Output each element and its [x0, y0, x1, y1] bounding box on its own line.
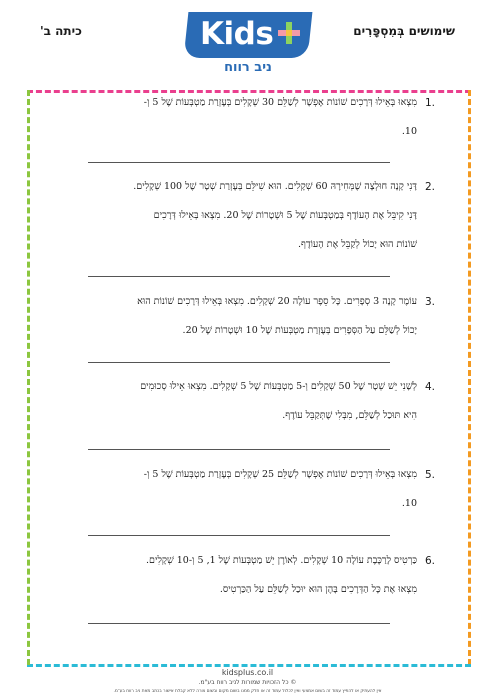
answer-line [88, 449, 390, 450]
answer-line [88, 276, 390, 277]
question-text-line: לְשָׁנִי יֵשׁ שְׁטָר שֶׁל 50 שְׁקָלִים וְ-5 מַטְבְּעוֹת שֶׁל 5 שְׁקָלִים. מִצְאוּ אֵילוּ סְכוּמִים [140, 381, 417, 392]
question-text-line: דָּנִי קִיבֵּל אֶת הָעוֹדֶף בְּמַטְבְּעוֹת שֶׁל 5 וּשְׁטָרוֹת שֶׁל 20. מִצְאוּ בְּאֵילוּ דְּרָכִים [153, 210, 417, 221]
question-number: 5. [424, 469, 435, 481]
question-text-line: 10. [401, 498, 417, 509]
footer-legal-notice: אין להעתיק או להפיץ עמוד זה בשום אמצעי ואין לכלול עמוד זה או חלק ממנו בשום מקום ובשום צורה ללא קבלת אישור בכתב מאת ניב רווח בע"מ. [113, 689, 382, 694]
question-text-line: מִצְאוּ בְּאֵילוּ דְּרָכִים שׁוֹנוֹת אֶפְשָׁר לְשַׁלֵּם 30 שְׁקָלִים בְּעֶזְרַת מַטְבְּעוֹת שֶׁל 5 וְ- [143, 97, 417, 108]
question-text-line: מִצְאוּ אֶת כָּל הַדְּרָכִים בָּהֶן הוּא יוּכַל לְשַׁלֵּם עַל הַכַּרְטִיס. [219, 584, 417, 595]
question-number: 1. [424, 97, 435, 109]
worksheet-title: שימושים בְּמִסְפָּרִים [353, 24, 455, 38]
answer-line [88, 535, 390, 536]
question-text-line: דָּנִי קָנָה חוּלְצָה שֶׁמְּחִירָהּ 60 שְׁקָלִים. הוּא שִׁילֵּם בְּעֶזְרַת שְׁטָר שֶׁל 100 שְׁקָלִים. [133, 181, 417, 192]
footer-copyright: © כל הזכויות שמורות לניב רווח בע"מ. [198, 679, 297, 686]
frame-border-left [27, 90, 30, 665]
logo-text: Kids [200, 16, 274, 52]
question-number: 6. [424, 555, 435, 567]
grade-label: כיתה ב' [40, 24, 82, 38]
question-text-line: עוֹמֶר קָנָה 3 סְפָרִים. כָּל סֵפֶר עוֹלֶה 20 שְׁקָלִים. מִצְאוּ בְּאֵילוּ דְּרָכִים שׁוֹנוֹת הוּא [137, 296, 417, 307]
question-number: 4. [424, 381, 435, 393]
question-number: 2. [424, 181, 435, 193]
answer-line [88, 162, 390, 163]
logo-subtitle: ניב רווח [224, 60, 272, 75]
footer-url: kidsplus.co.il [221, 668, 274, 677]
answer-line [88, 362, 390, 363]
frame-border-bottom [27, 664, 471, 667]
question-text-line: יָכוֹל לְשַׁלֵּם עַל הַסְּפָרִים בְּעֶזְרַת מַטְבְּעוֹת שֶׁל 10 וּשְׁטָרוֹת שֶׁל 20. [182, 325, 417, 336]
question-text-line: 10. [401, 126, 417, 137]
question-text-line: מִצְאוּ בְּאֵילוּ דְּרָכִים שׁוֹנוֹת אֶפְשָׁר לְשַׁלֵּם 25 שְׁקָלִים בְּעֶזְרַת מַטְבְּעוֹת שֶׁל 5 וְ- [143, 469, 417, 480]
question-number: 3. [424, 296, 435, 308]
answer-line [88, 623, 390, 624]
plus-icon [278, 22, 300, 44]
question-text-line: שׁוֹנוֹת הוּא יָכוֹל לְקַבֵּל אֶת הָעוֹדֶף. [297, 239, 417, 250]
question-text-line: כַּרְטִיס לָרַכֶּבֶת עוֹלֶה 10 שְׁקָלִים. לְאוֹרֶן יֵשׁ מַטְבְּעוֹת שֶׁל 1, 5 וְ-10 שְׁקָלִים. [146, 555, 417, 566]
kids-plus-logo [186, 12, 310, 76]
question-text-line: הִיא תּוּכַל לְשַׁלֵּם, מִבְּלִי שֶׁתְּקַבֵּל עוֹדֶף. [282, 410, 417, 421]
frame-border-right [468, 90, 471, 665]
frame-border-top [27, 90, 471, 93]
